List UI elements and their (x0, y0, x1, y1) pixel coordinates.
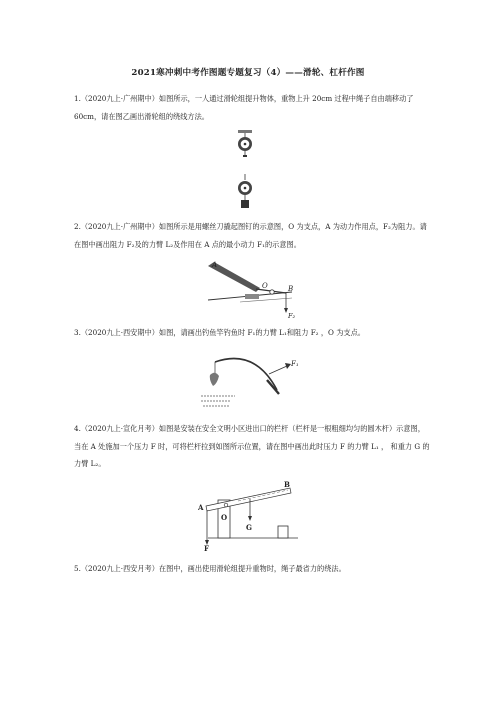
question-4 (74, 420, 430, 473)
figure-fishing-rod (195, 350, 305, 414)
label-b: B (288, 285, 294, 293)
label-g: G (246, 523, 252, 532)
label-b: B (284, 480, 290, 489)
ceiling-hatch (238, 130, 252, 133)
label-f2: F₂ (288, 312, 296, 320)
figure-pulley-system (230, 130, 260, 212)
figure-barrier-gate (198, 478, 304, 552)
weight-block (241, 200, 249, 208)
fishing-rod (215, 359, 277, 391)
question-1-text: 1.（2020九上·广州期中）如图所示，一人通过滑轮组提升物体，重物上升 20cm 过程中绳子自由端移动了 60cm，请在图乙画出滑轮组的绕线方法。 (74, 94, 414, 121)
label-f1: F₁ (291, 360, 299, 368)
figure-screwdriver-lever (200, 258, 300, 324)
question-5-text: 5.（2020九上·西安月考）在图中，画出使用滑轮组提升重物时，绳子最省力的绕法。 (74, 564, 346, 573)
wood-block (245, 294, 259, 299)
fish (210, 373, 219, 386)
label-f: F (204, 544, 209, 552)
question-3 (74, 324, 430, 342)
question-5 (74, 560, 430, 578)
label-o: O (221, 513, 228, 522)
question-1 (74, 90, 430, 125)
label-a: A (198, 503, 204, 512)
pivot-o (270, 290, 274, 294)
question-3-text: 3.（2020九上·西安期中）如图，请画出钓鱼竿钓鱼时 F₁的力臂 L₁和阻力 F₂ ，O 为支点。 (74, 328, 365, 337)
page-title: 2021寒冲刺中考作图题专题复习（4）——滑轮、杠杆作图 (131, 68, 365, 78)
question-2-text: 2.（2020九上·广州期中）如图所示是用螺丝刀撬起图钉的示意图，O 为支点，A 为动力作用点，F₂为阻力。请在图中画出阻力 F₂及的力臂 L₂及作用在 A 点的最小动力 F₁的示意图。 (74, 222, 427, 249)
question-2 (74, 218, 430, 253)
question-4-text: 4.（2020九上·宣化月考）如图是安装在安全文明小区进出口的栏杆（栏杆是一根粗细均匀的圆木杆）示意图，当在 A 处施加一个压力 F 时，可将栏杆拉到如图所示位置，请在图中画出此时压力 F 的力臂 L₁ ， 和重力 G 的力臂 L₂。 (74, 424, 430, 468)
label-a: A (212, 261, 218, 269)
label-o: O (262, 282, 268, 290)
gate-bar (206, 488, 291, 511)
